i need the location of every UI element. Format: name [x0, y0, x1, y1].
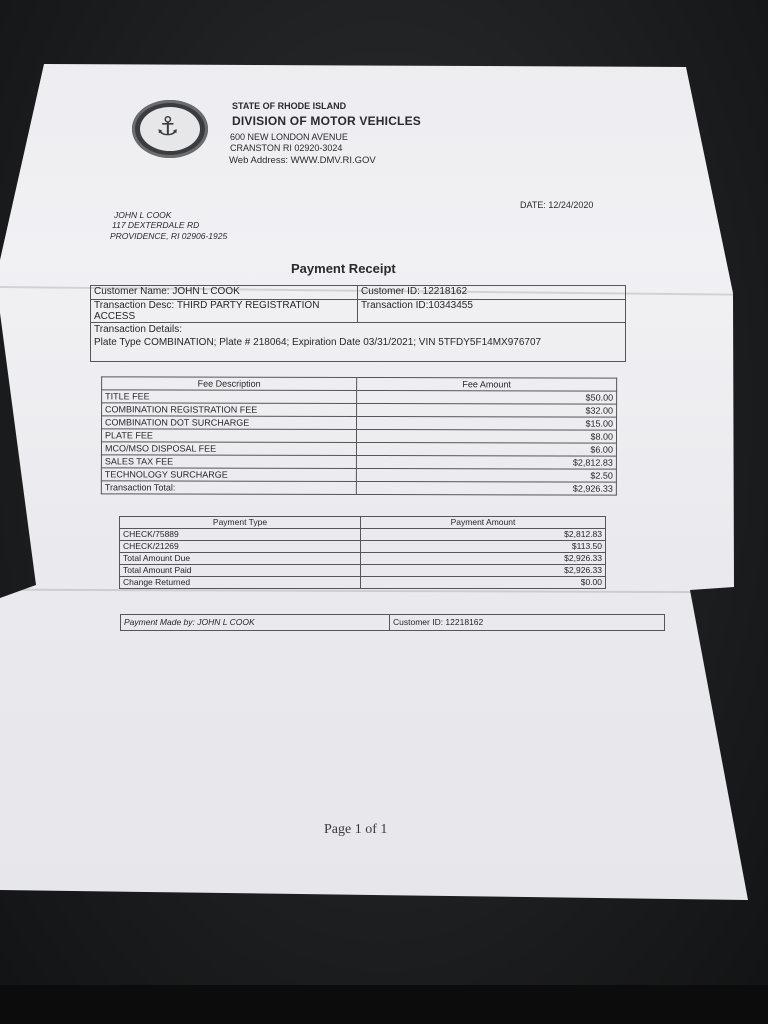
payment-type: Change Returned: [120, 577, 361, 589]
table-row: [102, 390, 617, 404]
payment-amount: $2,812.83: [361, 529, 606, 541]
agency-name: DIVISION OF MOTOR VEHICLES: [232, 114, 421, 128]
recipient-city: PROVIDENCE, RI 02906-1925: [110, 231, 228, 241]
transaction-details-text: Plate Type COMBINATION; Plate # 218064; Expiration Date 03/31/2021; VIN 5TFDY5F14MX976707: [94, 337, 542, 348]
fee-amount: $2.50: [356, 468, 616, 482]
payment-amount: $2,926.33: [361, 565, 606, 577]
payment-type: Total Amount Paid: [120, 565, 361, 577]
payment-type: CHECK/75889: [120, 529, 361, 541]
transaction-id-cell: Transaction ID:10343455: [358, 300, 626, 323]
table-row: [101, 455, 616, 469]
page-title: Payment Receipt: [291, 261, 396, 276]
fee-total-label: Transaction Total:: [101, 481, 356, 495]
agency-address-line2: CRANSTON RI 02920-3024: [230, 143, 343, 153]
recipient-name: JOHN L COOK: [114, 210, 172, 220]
table-row: [102, 403, 617, 417]
payment-made-by-table: [120, 614, 665, 631]
fee-amount: $50.00: [357, 390, 617, 404]
table-row: [120, 541, 606, 553]
table-row: [102, 416, 617, 430]
transaction-desc-cont: ACCESS: [94, 311, 136, 322]
fee-total-amount: $2,926.33: [356, 481, 616, 495]
table-row: [101, 468, 616, 482]
agency-web-address: Web Address: WWW.DMV.RI.GOV: [229, 155, 376, 166]
table-row: [91, 300, 626, 323]
state-seal-logo: [132, 100, 208, 158]
table-row: [120, 553, 606, 565]
table-row: [121, 615, 665, 631]
table-row: [101, 429, 616, 443]
fee-desc: COMBINATION REGISTRATION FEE: [102, 403, 357, 417]
transaction-desc-cell: [91, 300, 358, 323]
fee-table: [101, 376, 617, 495]
fee-description-header: Fee Description: [102, 377, 357, 391]
fee-desc: MCO/MSO DISPOSAL FEE: [101, 442, 356, 456]
anchor-icon: ⚓: [156, 112, 180, 142]
fee-desc: TECHNOLOGY SURCHARGE: [101, 468, 356, 482]
fee-amount: $8.00: [356, 429, 616, 443]
fee-amount: $2,812.83: [356, 455, 616, 469]
fee-desc: PLATE FEE: [101, 429, 356, 443]
table-row: [91, 286, 626, 300]
payment-type: Total Amount Due: [120, 553, 361, 565]
transaction-details-label: Transaction Details:: [94, 324, 182, 335]
fee-amount: $32.00: [357, 403, 617, 417]
customer-name-cell: Customer Name: JOHN L COOK: [91, 286, 358, 300]
customer-id-cell: Customer ID: 12218162: [358, 286, 626, 300]
table-header-row: [120, 517, 606, 529]
payment-amount: $2,926.33: [361, 553, 606, 565]
payment-type-header: Payment Type: [120, 517, 361, 529]
fee-amount: $15.00: [357, 416, 617, 430]
table-row: [101, 442, 616, 456]
table-header-row: [102, 377, 617, 391]
recipient-street: 117 DEXTERDALE RD: [112, 220, 200, 230]
transaction-total-row: [101, 481, 616, 495]
agency-address-line1: 600 NEW LONDON AVENUE: [230, 132, 348, 142]
state-name: STATE OF RHODE ISLAND: [232, 101, 347, 111]
table-row: [120, 577, 606, 589]
payment-type: CHECK/21269: [120, 541, 361, 553]
transaction-details-cell: [91, 323, 626, 362]
payment-made-by: Payment Made by: JOHN L COOK: [121, 615, 390, 631]
footer-customer-id: Customer ID: 12218162: [390, 615, 665, 631]
table-row: [91, 323, 626, 362]
page-number: Page 1 of 1: [324, 822, 388, 837]
table-row: [120, 529, 606, 541]
table-row: [120, 565, 606, 577]
fee-desc: COMBINATION DOT SURCHARGE: [102, 416, 357, 430]
fee-desc: SALES TAX FEE: [101, 455, 356, 469]
transaction-desc: Transaction Desc: THIRD PARTY REGISTRATION: [94, 300, 320, 311]
transaction-summary-table: [90, 285, 626, 362]
payment-amount: $113.50: [361, 541, 606, 553]
fee-desc: TITLE FEE: [102, 390, 357, 404]
payment-table: [119, 516, 606, 589]
payment-amount: $0.00: [361, 577, 606, 589]
payment-amount-header: Payment Amount: [361, 517, 606, 529]
receipt-date: DATE: 12/24/2020: [520, 200, 594, 210]
fee-amount: $6.00: [356, 442, 616, 456]
fee-amount-header: Fee Amount: [357, 377, 617, 391]
